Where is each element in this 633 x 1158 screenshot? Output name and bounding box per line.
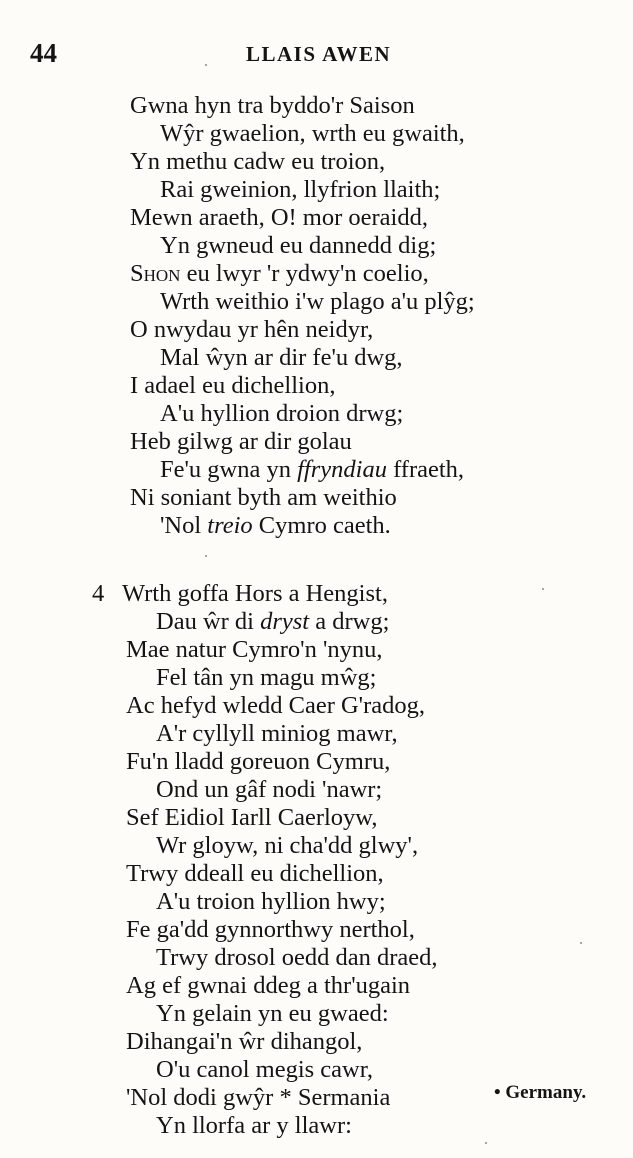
verse-line xyxy=(160,512,391,540)
verse-line: Yn gwneud eu dannedd dig; xyxy=(160,232,437,259)
verse-line: O'u canol megis cawr, xyxy=(156,1056,374,1083)
running-title: LLAIS AWEN xyxy=(246,42,392,66)
verse-line: Dihangai'n ŵr dihangol, xyxy=(126,1028,363,1055)
verse-line xyxy=(156,608,389,636)
verse-line: Trwy ddeall eu dichellion, xyxy=(126,860,384,887)
footnote: • Germany. xyxy=(494,1082,587,1103)
verse-line-part: ffraeth, xyxy=(386,456,465,483)
verse-line: Rai gweinion, llyfrion llaith; xyxy=(160,176,441,203)
verse-line: Fe ga'dd gynnorthwy nerthol, xyxy=(126,916,415,943)
verse-line: Wr gloyw, ni cha'dd glwy', xyxy=(156,832,419,859)
verse-line xyxy=(160,456,464,484)
verse-line: Trwy drosol oedd dan draed, xyxy=(156,944,438,971)
verse-line: Wrth weithio i'w plago a'u plŷg; xyxy=(160,288,475,315)
verse-line: Yn llorfa ar y llawr: xyxy=(156,1112,352,1139)
verse-line: Yn gelain yn eu gwaed: xyxy=(156,1000,389,1027)
verse-line: 'Nol dodi gwŷr * Sermania xyxy=(126,1084,391,1111)
verse-line: Ond un gâf nodi 'nawr; xyxy=(156,776,383,803)
verse-line: A'u hyllion droion drwg; xyxy=(160,400,404,427)
verse-line: Mae natur Cymro'n 'nynu, xyxy=(126,636,383,663)
italic-word: treio xyxy=(207,512,253,539)
verse-line: A'u troion hyllion hwy; xyxy=(156,888,386,915)
verse-line: Ni soniant byth am weithio xyxy=(130,484,397,511)
paper-speck xyxy=(542,588,544,590)
verse-line: Wŷr gwaelion, wrth eu gwaith, xyxy=(160,120,465,147)
paper-speck xyxy=(580,942,582,944)
verse-line: Yn methu cadw eu troion, xyxy=(130,148,386,175)
page-header xyxy=(0,38,633,68)
verse-line: Heb gilwg ar dir golau xyxy=(130,428,352,455)
verse-line: Fu'n lladd goreuon Cymru, xyxy=(126,748,391,775)
verse-line-part: a drwg; xyxy=(309,608,390,635)
verse-line: Sef Eidiol Iarll Caerloyw, xyxy=(126,804,378,831)
stanza-number: 4 xyxy=(92,580,105,607)
verse-line: Ac hefyd wledd Caer G'radog, xyxy=(126,692,425,719)
italic-word: ffryndiau xyxy=(297,456,387,483)
page-number: 44 xyxy=(30,38,57,68)
verse-line: Fel tân yn magu mŵg; xyxy=(156,664,377,691)
name-small-caps: Shon xyxy=(130,260,181,287)
paper-speck xyxy=(205,64,207,66)
italic-word: dryst xyxy=(260,608,310,635)
paper-speck xyxy=(485,1142,487,1144)
verse-line xyxy=(130,260,429,288)
verse-line: Wrth goffa Hors a Hengist, xyxy=(122,580,388,607)
verse-line: Mal ŵyn ar dir fe'u dwg, xyxy=(160,344,403,371)
verse-line-part: Dau ŵr di xyxy=(156,608,261,635)
paper-speck xyxy=(205,555,207,557)
verse-line: Ag ef gwnai ddeg a thr'ugain xyxy=(126,972,411,999)
verse-line: A'r cyllyll miniog mawr, xyxy=(156,720,398,747)
verse-line: Gwna hyn tra byddo'r Saison xyxy=(130,92,415,119)
verse-line-rest: eu lwyr 'r ydwy'n coelio, xyxy=(180,260,429,287)
verse-line: O nwydau yr hên neidyr, xyxy=(130,316,374,343)
verse-line-part: Fe'u gwna yn xyxy=(160,456,298,483)
verse-line: I adael eu dichellion, xyxy=(130,372,336,399)
verse-line-part: 'Nol xyxy=(160,512,208,539)
verse-line: Mewn araeth, O! mor oeraidd, xyxy=(130,204,428,231)
verse-line-part: Cymro caeth. xyxy=(252,512,391,539)
